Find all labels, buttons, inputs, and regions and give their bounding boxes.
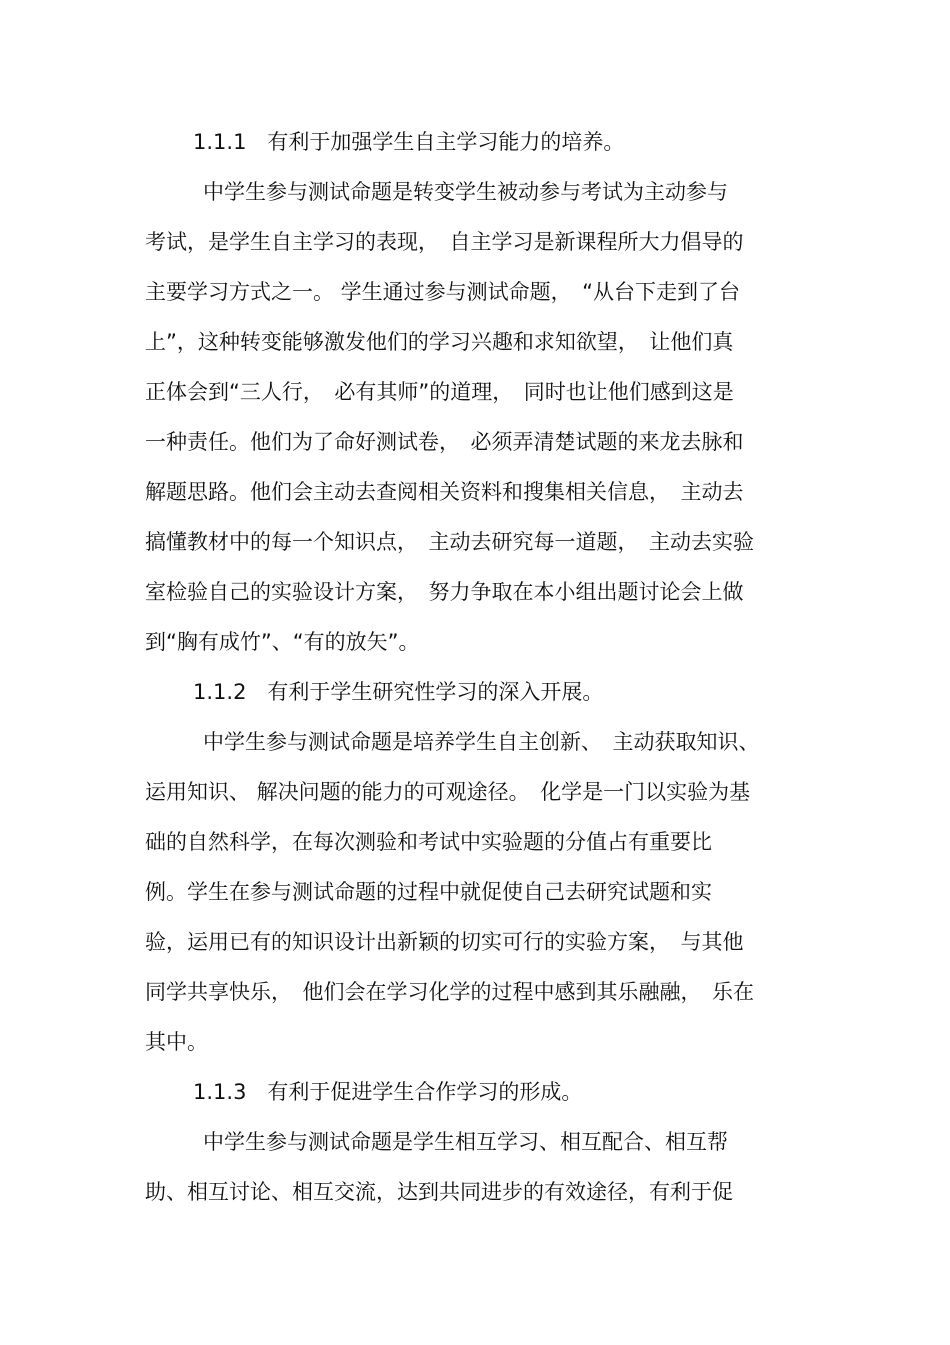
paragraph-line: 搞懂教材中的每一个知识点， 主动去研究每一道题， 主动去实验 [145,530,754,554]
paragraph-line: 验，运用已有的知识设计出新颖的切实可行的实验方案， 与其他 [145,930,744,954]
paragraph-line: 考试，是学生自主学习的表现， 自主学习是新课程所大力倡导的 [145,230,744,254]
paragraph-line: 主要学习方式之一。 学生通过参与测试命题， “从台下走到了台 [145,280,741,304]
paragraph-line: 到“胸有成竹”、“有的放矢”。 [145,630,420,654]
paragraph-line: 一种责任。他们为了命好测试卷， 必须弄清楚试题的来龙去脉和 [145,430,744,454]
section-heading-1-1-1: 1.1.1 有利于加强学生自主学习能力的培养。 [193,130,625,154]
paragraph-line: 助、相互讨论、相互交流，达到共同进步的有效途径，有利于促 [145,1180,733,1204]
paragraph-line: 中学生参与测试命题是学生相互学习、相互配合、相互帮 [203,1130,728,1154]
paragraph-line: 中学生参与测试命题是培养学生自主创新、 主动获取知识、 [203,730,760,754]
paragraph-line: 室检验自己的实验设计方案， 努力争取在本小组出题讨论会上做 [145,580,744,604]
paragraph-line: 例。学生在参与测试命题的过程中就促使自己去研究试题和实 [145,880,712,904]
section-heading-1-1-2: 1.1.2 有利于学生研究性学习的深入开展。 [193,680,604,704]
paragraph-line: 正体会到“三人行， 必有其师”的道理， 同时也让他们感到这是 [145,380,734,404]
paragraph-line: 础的自然科学，在每次测验和考试中实验题的分值占有重要比 [145,830,712,854]
paragraph-line: 运用知识、 解决问题的能力的可观途径。 化学是一门以实验为基 [145,780,751,804]
paragraph-line: 上”，这种转变能够激发他们的学习兴趣和求知欲望， 让他们真 [145,330,734,354]
paragraph-line: 解题思路。他们会主动去查阅相关资料和搜集相关信息， 主动去 [145,480,744,504]
section-heading-1-1-3: 1.1.3 有利于促进学生合作学习的形成。 [193,1080,583,1104]
paragraph-line: 中学生参与测试命题是转变学生被动参与考试为主动参与 [203,180,728,204]
paragraph-line: 同学共享快乐， 他们会在学习化学的过程中感到其乐融融， 乐在 [145,980,754,1004]
paragraph-line: 其中。 [145,1030,208,1054]
